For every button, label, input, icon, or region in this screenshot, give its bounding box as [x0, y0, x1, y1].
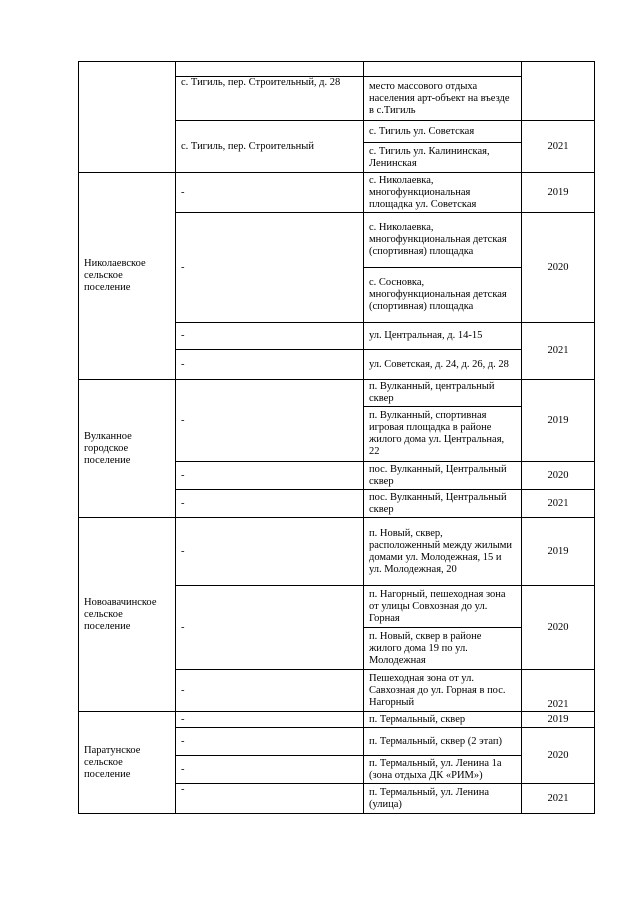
year-cell — [522, 62, 595, 121]
object-cell: с. Тигиль ул. Советская — [364, 121, 522, 143]
year-cell: 2020 — [522, 728, 595, 784]
address-cell: - — [176, 490, 364, 518]
object-cell: п. Термальный, ул. Ленина 1а (зона отдыха ДК «РИМ») — [364, 756, 522, 784]
address-cell: - — [176, 784, 364, 814]
year-cell: 2021 — [522, 323, 595, 380]
improvement-table — [78, 61, 595, 814]
table-row — [79, 518, 595, 586]
year-cell: 2019 — [522, 380, 595, 462]
table-row — [79, 380, 595, 407]
address-cell: - — [176, 518, 364, 586]
settlement-cell: Паратунское сельское поселение — [79, 712, 176, 814]
object-cell: п. Термальный, сквер (2 этап) — [364, 728, 522, 756]
object-cell: с. Николаевка, многофункциональная площадка ул. Советская — [364, 173, 522, 213]
object-cell: Пешеходная зона от ул. Савхозная до ул. Горная в пос. Нагорный — [364, 670, 522, 712]
year-cell: 2019 — [522, 173, 595, 213]
year-cell: 2021 — [522, 121, 595, 173]
object-cell: п. Нагорный, пешеходная зона от улицы Совхозная до ул. Горная — [364, 586, 522, 628]
object-cell: с. Тигиль ул. Калининская, Ленинская — [364, 143, 522, 173]
table-row — [79, 62, 595, 77]
address-cell: - — [176, 586, 364, 670]
settlement-cell: Вулканное городское поселение — [79, 380, 176, 518]
address-cell: - — [176, 712, 364, 728]
year-cell: 2020 — [522, 462, 595, 490]
object-cell: п. Термальный, сквер — [364, 712, 522, 728]
year-cell: 2020 — [522, 213, 595, 323]
object-cell: ул. Центральная, д. 14-15 — [364, 323, 522, 350]
object-cell: п. Вулканный, центральный сквер — [364, 380, 522, 407]
year-cell: 2021 — [522, 490, 595, 518]
settlement-cell: Новоавачинское сельское поселение — [79, 518, 176, 712]
object-cell: пос. Вулканный, Центральный сквер — [364, 490, 522, 518]
settlement-cell: Николаевское сельское поселение — [79, 173, 176, 380]
object-cell: пос. Вулканный, Центральный сквер — [364, 462, 522, 490]
address-cell: с. Тигиль, пер. Строительный, д. 28 — [176, 77, 364, 121]
year-cell: 2021 — [522, 670, 595, 712]
object-cell — [364, 62, 522, 77]
year-cell: 2021 — [522, 784, 595, 814]
settlement-cell — [79, 62, 176, 173]
year-cell: 2020 — [522, 586, 595, 670]
address-cell: - — [176, 728, 364, 756]
table-row — [79, 173, 595, 213]
year-cell: 2019 — [522, 518, 595, 586]
address-cell: - — [176, 670, 364, 712]
address-cell: - — [176, 462, 364, 490]
address-cell: - — [176, 323, 364, 350]
object-cell: ул. Советская, д. 24, д. 26, д. 28 — [364, 350, 522, 380]
address-cell: - — [176, 380, 364, 462]
object-cell: п. Новый, сквер, расположенный между жилыми домами ул. Молодежная, 15 и ул. Молодежная, 20 — [364, 518, 522, 586]
object-cell: п. Термальный, ул. Ленина (улица) — [364, 784, 522, 814]
address-cell: с. Тигиль, пер. Строительный — [176, 121, 364, 173]
object-cell: с. Николаевка, многофункциональная детская (спортивная) площадка — [364, 213, 522, 268]
year-cell: 2019 — [522, 712, 595, 728]
address-cell: - — [176, 350, 364, 380]
object-cell: место массового отдыха населения арт-объект на въезде в с.Тигиль — [364, 77, 522, 121]
address-cell — [176, 62, 364, 77]
address-cell: - — [176, 756, 364, 784]
object-cell: п. Вулканный, спортивная игровая площадка в районе жилого дома ул. Центральная, 22 — [364, 407, 522, 462]
address-cell: - — [176, 173, 364, 213]
table-row — [79, 712, 595, 728]
address-cell: - — [176, 213, 364, 323]
object-cell: с. Сосновка, многофункциональная детская (спортивная) площадка — [364, 268, 522, 323]
object-cell: п. Новый, сквер в районе жилого дома 19 по ул. Молодежная — [364, 628, 522, 670]
